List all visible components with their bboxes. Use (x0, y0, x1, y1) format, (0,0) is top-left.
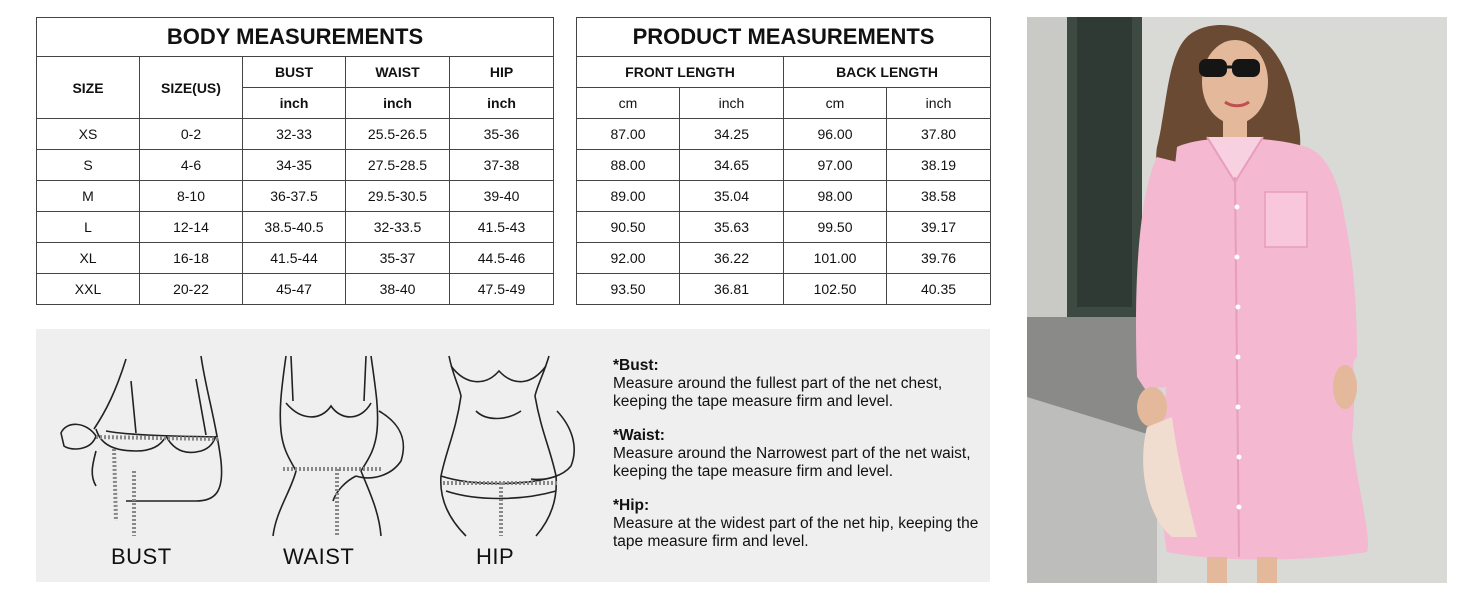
header-waist: WAIST (346, 57, 450, 88)
cell-front-inch: 35.63 (680, 212, 784, 243)
cell-waist: 38-40 (346, 274, 450, 305)
model-photo (1027, 17, 1447, 583)
bust-figure-icon (56, 351, 231, 541)
cell-back-inch: 38.19 (887, 150, 991, 181)
cell-front-cm: 87.00 (577, 119, 680, 150)
cell-size-us: 16-18 (140, 243, 243, 274)
product-measurements-table (576, 17, 991, 305)
cell-size-us: 12-14 (140, 212, 243, 243)
cell-bust: 32-33 (243, 119, 346, 150)
bust-note-title: *Bust: (613, 357, 659, 374)
body-measurements-title: BODY MEASUREMENTS (37, 18, 554, 57)
table-row (37, 119, 554, 150)
unit-back-inch: inch (887, 88, 991, 119)
table-row (37, 274, 554, 305)
table-row (37, 212, 554, 243)
cell-size-us: 4-6 (140, 150, 243, 181)
cell-back-inch: 37.80 (887, 119, 991, 150)
cell-back-cm: 101.00 (784, 243, 887, 274)
table-row (577, 274, 991, 305)
cell-hip: 44.5-46 (450, 243, 554, 274)
product-measurements-title: PRODUCT MEASUREMENTS (577, 18, 991, 57)
cell-front-inch: 34.25 (680, 119, 784, 150)
header-size-us: SIZE(US) (140, 57, 243, 119)
cell-waist: 25.5-26.5 (346, 119, 450, 150)
cell-hip: 37-38 (450, 150, 554, 181)
table-row (577, 150, 991, 181)
unit-waist: inch (346, 88, 450, 119)
cell-bust: 38.5-40.5 (243, 212, 346, 243)
cell-bust: 41.5-44 (243, 243, 346, 274)
header-back-length: BACK LENGTH (784, 57, 991, 88)
cell-front-cm: 92.00 (577, 243, 680, 274)
cell-back-cm: 102.50 (784, 274, 887, 305)
cell-hip: 41.5-43 (450, 212, 554, 243)
cell-back-cm: 96.00 (784, 119, 887, 150)
table-row (37, 181, 554, 212)
cell-front-inch: 36.22 (680, 243, 784, 274)
cell-front-cm: 89.00 (577, 181, 680, 212)
cell-back-inch: 39.17 (887, 212, 991, 243)
cell-bust: 36-37.5 (243, 181, 346, 212)
header-bust: BUST (243, 57, 346, 88)
unit-back-cm: cm (784, 88, 887, 119)
cell-back-cm: 98.00 (784, 181, 887, 212)
cell-size-us: 20-22 (140, 274, 243, 305)
cell-back-inch: 40.35 (887, 274, 991, 305)
cell-front-inch: 34.65 (680, 150, 784, 181)
cell-size: XXL (37, 274, 140, 305)
cell-bust: 45-47 (243, 274, 346, 305)
cell-waist: 27.5-28.5 (346, 150, 450, 181)
cell-front-inch: 36.81 (680, 274, 784, 305)
unit-front-cm: cm (577, 88, 680, 119)
header-front-length: FRONT LENGTH (577, 57, 784, 88)
cell-size: XS (37, 119, 140, 150)
measurement-guide (36, 329, 990, 582)
cell-back-inch: 39.76 (887, 243, 991, 274)
hip-label: HIP (476, 544, 515, 569)
cell-size-us: 8-10 (140, 181, 243, 212)
table-row (37, 150, 554, 181)
unit-bust: inch (243, 88, 346, 119)
header-size: SIZE (37, 57, 140, 119)
cell-size: L (37, 212, 140, 243)
waist-figure-icon (261, 351, 421, 541)
table-row (37, 243, 554, 274)
cell-back-cm: 99.50 (784, 212, 887, 243)
cell-size: M (37, 181, 140, 212)
table-row (577, 119, 991, 150)
cell-front-inch: 35.04 (680, 181, 784, 212)
cell-front-cm: 90.50 (577, 212, 680, 243)
cell-size-us: 0-2 (140, 119, 243, 150)
cell-front-cm: 88.00 (577, 150, 680, 181)
cell-back-cm: 97.00 (784, 150, 887, 181)
cell-back-inch: 38.58 (887, 181, 991, 212)
bust-label: BUST (111, 544, 172, 569)
table-row (577, 212, 991, 243)
cell-waist: 35-37 (346, 243, 450, 274)
measurement-notes (613, 357, 983, 567)
waist-note-text: Measure around the Narrowest part of the net waist, keeping the tape measure firm and level. (613, 445, 971, 480)
hip-note-title: *Hip: (613, 497, 650, 514)
cell-front-cm: 93.50 (577, 274, 680, 305)
cell-waist: 32-33.5 (346, 212, 450, 243)
header-hip: HIP (450, 57, 554, 88)
cell-hip: 35-36 (450, 119, 554, 150)
bust-note-text: Measure around the fullest part of the net chest, keeping the tape measure firm and level. (613, 375, 943, 410)
model-photo-icon (1027, 17, 1447, 583)
cell-waist: 29.5-30.5 (346, 181, 450, 212)
hip-note-text: Measure at the widest part of the net hip, keeping the tape measure firm and level. (613, 515, 979, 550)
cell-hip: 39-40 (450, 181, 554, 212)
cell-hip: 47.5-49 (450, 274, 554, 305)
unit-hip: inch (450, 88, 554, 119)
cell-bust: 34-35 (243, 150, 346, 181)
cell-size: XL (37, 243, 140, 274)
body-measurements-table (36, 17, 554, 305)
waist-label: WAIST (283, 544, 355, 569)
waist-note-title: *Waist: (613, 427, 665, 444)
table-row (577, 181, 991, 212)
hip-figure-icon (431, 351, 581, 541)
table-row (577, 243, 991, 274)
cell-size: S (37, 150, 140, 181)
unit-front-inch: inch (680, 88, 784, 119)
